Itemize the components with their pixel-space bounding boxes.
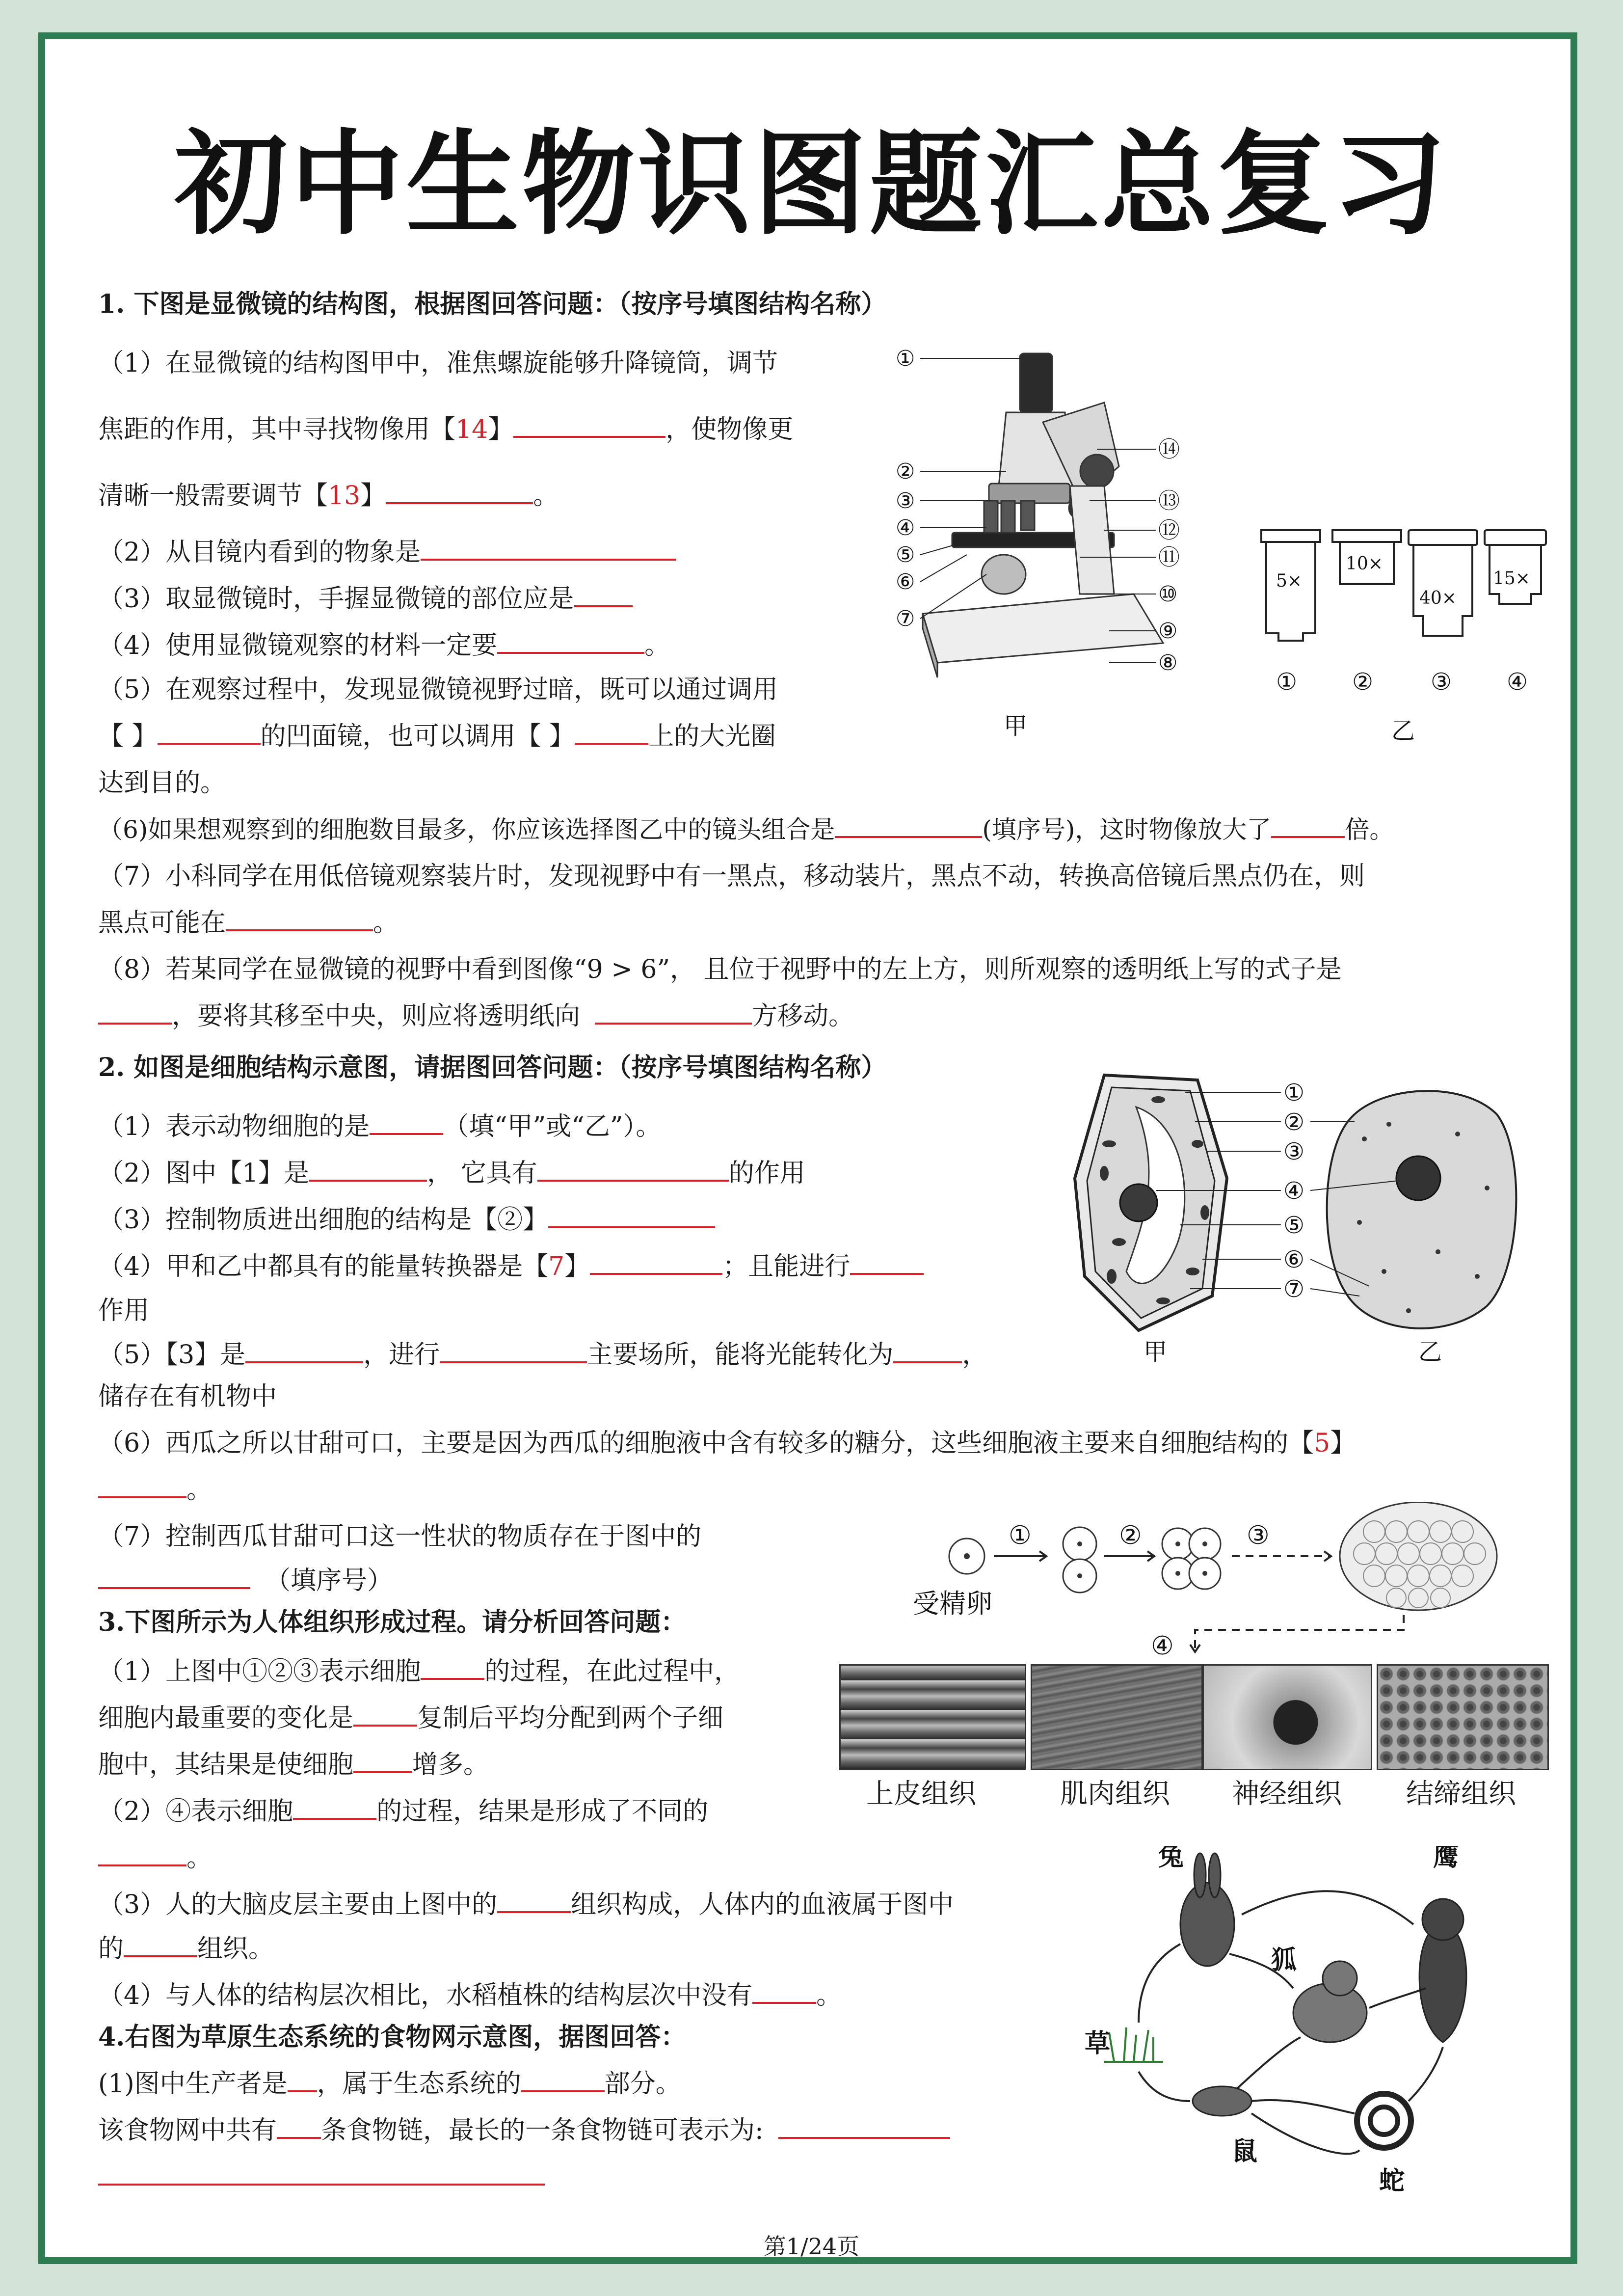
q2-s4: （4）甲和乙中都具有的能量转换器是【7】 ；且能进行 <box>98 1249 924 1284</box>
q1-s3: （3）取显微镜时，手握显微镜的部位应是 <box>98 582 633 616</box>
blank-fine-focus[interactable] <box>386 480 533 504</box>
lens-3-number: ③ <box>1431 668 1452 696</box>
q1-s1b: 焦距的作用，其中寻找物像用【14】 ，使物像更 <box>98 412 793 447</box>
blank-paper-text[interactable] <box>98 1000 172 1025</box>
blank-system-level[interactable] <box>752 1979 816 2004</box>
q3-s2: （2）④表示细胞 的过程，结果是形成了不同的 <box>98 1794 708 1829</box>
cell-label-3: ③ <box>1283 1138 1305 1165</box>
q2-s5b: 储存在有机物中 <box>98 1382 277 1411</box>
tissue-label-epithelial: 上皮组织 <box>866 1778 976 1810</box>
micro-label-5: ⑤ <box>896 542 915 567</box>
blank-chemical-energy[interactable] <box>893 1339 962 1363</box>
q1-s5b: 【 】 的凹面镜，也可以调用【 】 上的大光圈 <box>98 719 776 754</box>
blank-photosynthesis[interactable] <box>440 1339 587 1363</box>
page-footer: 第1/24页 <box>763 2233 860 2260</box>
blank-membrane[interactable] <box>548 1204 715 1228</box>
blank-biotic-part[interactable] <box>521 2068 605 2092</box>
q1-s5a: （5）在观察过程中，发现显微镜视野过暗，既可以通过调用 <box>98 675 778 704</box>
lens-figure <box>1242 520 1556 756</box>
cell-caption-yi: 乙 <box>1418 1338 1442 1366</box>
lens-3-mark: 40× <box>1419 588 1457 608</box>
microscope-figure <box>874 339 1188 756</box>
q3-s4: （4）与人体的结构层次相比，水稻植株的结构层次中没有 。 <box>98 1978 842 2013</box>
micro-label-12: ⑫ <box>1158 518 1180 543</box>
step-2: ② <box>1119 1521 1142 1550</box>
q4-s1: (1)图中生产者是 ，属于生态系统的 部分。 <box>98 2067 681 2101</box>
micro-label-14: ⑭ <box>1158 437 1180 462</box>
blank-dark-spot[interactable] <box>226 907 373 931</box>
blank-energy-converter[interactable] <box>590 1250 722 1275</box>
micro-label-10: ⑩ <box>1158 582 1178 607</box>
q1-s6: （6)如果想观察到的细胞数目最多，你应该选择图乙中的镜头组合是 (填序号)，这时物像放大了 倍。 <box>98 812 1394 847</box>
animal-snake: 蛇 <box>1379 2166 1405 2196</box>
division-figure <box>883 1502 1531 1669</box>
cell-figure <box>1065 1065 1556 1370</box>
q1-s5c: 达到目的。 <box>98 768 226 798</box>
micro-label-13: ⑬ <box>1158 488 1180 513</box>
blank-chain-count[interactable] <box>277 2114 321 2139</box>
lens-4-mark: 15× <box>1493 568 1530 589</box>
rabbit-drawing <box>1180 1883 1234 1966</box>
blank-structure-1-function[interactable] <box>537 1157 729 1182</box>
q2-s7: （7）控制西瓜甘甜可口这一性状的物质存在于图中的 <box>98 1522 702 1551</box>
micro-label-7: ⑦ <box>896 606 915 631</box>
blank-structure-3[interactable] <box>245 1339 363 1363</box>
micro-caption: 甲 <box>1004 712 1028 740</box>
lens-1-number: ① <box>1276 668 1298 696</box>
blank-respiration[interactable] <box>850 1250 924 1275</box>
tissue-label-connective: 结缔组织 <box>1406 1778 1516 1810</box>
q2-header: 2. 如图是细胞结构示意图，请据图回答问题：（按序号填图结构名称） <box>98 1053 887 1082</box>
cell-label-5: ⑤ <box>1283 1212 1305 1239</box>
blank-lens-combo[interactable] <box>835 813 982 838</box>
micro-label-6: ⑥ <box>896 569 915 594</box>
blank-diaphragm[interactable] <box>575 720 648 745</box>
animal-fox: 狐 <box>1271 1945 1297 1975</box>
lens-2-number: ② <box>1352 668 1374 696</box>
blank-image-type[interactable] <box>421 536 676 561</box>
q1-s8a: （8）若某同学在显微镜的视野中看到图像“9 > 6”， 且位于视野中的左上方，则所观察的透明纸上写的式子是 <box>98 955 1342 984</box>
blank-material[interactable] <box>497 629 644 654</box>
blank-hold-part[interactable] <box>574 583 633 607</box>
micro-label-4: ④ <box>896 515 915 540</box>
blank-structure-1[interactable] <box>309 1157 427 1182</box>
blank-coarse-focus[interactable] <box>513 413 665 438</box>
q3-s3: （3）人的大脑皮层主要由上图中的 组织构成，人体内的血液属于图中 <box>98 1888 954 1922</box>
animal-rabbit: 兔 <box>1158 1846 1184 1872</box>
blank-blood-tissue[interactable] <box>124 1933 197 1957</box>
blank-nucleus[interactable] <box>98 1565 250 1589</box>
blank-cell-number[interactable] <box>353 1749 412 1773</box>
step-1: ① <box>1009 1521 1032 1550</box>
q4-s2: 该食物网中共有 条食物链，最长的一条食物链可表示为: <box>98 2113 950 2148</box>
q2-s6b: 。 <box>98 1473 212 1507</box>
lens-caption: 乙 <box>1391 717 1415 745</box>
blank-tissues[interactable] <box>98 1842 186 1866</box>
cell-label-7: ⑦ <box>1283 1275 1305 1303</box>
q2-s2: （2）图中【1】是 ， 它具有 的作用 <box>98 1156 805 1190</box>
q2-s7b: （填序号） <box>98 1564 393 1598</box>
q1-s7b: 黑点可能在 。 <box>98 906 399 940</box>
q1-s2: （2）从目镜内看到的物象是 <box>98 535 676 569</box>
q4-s2b <box>98 2160 545 2194</box>
q3-header: 3.下图所示为人体组织形成过程。请分析回答问题： <box>98 1607 687 1637</box>
micro-label-11: ⑪ <box>1158 545 1180 570</box>
producer-grass: 草 <box>1085 2028 1111 2058</box>
tissue-label-muscle: 肌肉组织 <box>1060 1778 1170 1810</box>
lens-4-number: ④ <box>1507 668 1528 696</box>
q2-s3: （3）控制物质进出细胞的结构是【②】 <box>98 1203 715 1237</box>
nerve-tissue-image <box>1202 1664 1372 1770</box>
step-3: ③ <box>1247 1521 1270 1550</box>
lens-2-mark: 10× <box>1346 554 1383 574</box>
connective-tissue-image <box>1377 1664 1549 1770</box>
q3-s2b: 。 <box>98 1841 212 1875</box>
q2-s4b: 作用 <box>98 1296 150 1325</box>
blank-longest-chain[interactable] <box>778 2114 950 2139</box>
tissue-label-nerve: 神经组织 <box>1232 1778 1342 1810</box>
q1-s1c: 清晰一般需要调节【13】 。 <box>98 479 559 513</box>
egg-label: 受精卵 <box>913 1588 992 1619</box>
micro-label-8: ⑧ <box>1158 650 1178 675</box>
blank-chromosome[interactable] <box>353 1702 417 1727</box>
epithelial-tissue-image <box>839 1664 1026 1770</box>
q1-s4: （4）使用显微镜观察的材料一定要 。 <box>98 628 670 663</box>
cell-label-2: ② <box>1283 1108 1305 1136</box>
q3-s1c: 胞中，其结果是使细胞 增多。 <box>98 1748 489 1782</box>
page-title: 初中生物识图题汇总复习 <box>174 119 1449 250</box>
cell-label-6: ⑥ <box>1283 1246 1305 1273</box>
q3-s3b: 的 组织。 <box>98 1932 274 1966</box>
blank-division[interactable] <box>421 1655 484 1680</box>
step-4: ④ <box>1151 1631 1174 1661</box>
q3-s1b: 细胞内最重要的变化是 复制后平均分配到两个子细 <box>98 1701 723 1735</box>
cell-label-1: ① <box>1283 1079 1305 1107</box>
blank-differentiation[interactable] <box>293 1795 376 1820</box>
q1-s8b: ，要将其移至中央，则应将透明纸向 方移动。 <box>98 999 854 1033</box>
muscle-tissue-image <box>1031 1664 1203 1770</box>
micro-label-3: ③ <box>896 488 915 513</box>
blank-move-direction[interactable] <box>595 1000 752 1025</box>
micro-label-2: ② <box>896 459 915 484</box>
lens-1-mark: 5× <box>1276 571 1303 591</box>
q2-s6: （6）西瓜之所以甘甜可口，主要是因为西瓜的细胞液中含有较多的糖分，这些细胞液主要来自细胞结构的【5】 <box>98 1429 1356 1458</box>
blank-mirror[interactable] <box>158 720 261 745</box>
blank-brain-tissue[interactable] <box>497 1889 571 1913</box>
q1-s1a: （1）在显微镜的结构图甲中，准焦螺旋能够升降镜筒，调节 <box>98 349 778 378</box>
food-web-figure <box>1075 1846 1546 2219</box>
q1-header: 1. 下图是显微镜的结构图，根据图回答问题：（按序号填图结构名称） <box>98 289 887 319</box>
q4-header: 4.右图为草原生态系统的食物网示意图，据图回答： <box>98 2022 687 2052</box>
animal-eagle: 鹰 <box>1433 1846 1459 1872</box>
q2-s1: （1）表示动物细胞的是 （填“甲”或“乙”）。 <box>98 1109 661 1144</box>
micro-label-9: ⑨ <box>1158 619 1178 644</box>
cell-label-4: ④ <box>1283 1177 1305 1205</box>
blank-animal-cell[interactable] <box>370 1110 443 1135</box>
animal-mouse: 鼠 <box>1232 2136 1258 2166</box>
cell-caption-jia: 甲 <box>1144 1338 1168 1366</box>
q2-s5: （5）【3】是 ，进行 主要场所，能将光能转化为 ， <box>98 1338 987 1372</box>
q1-s7a: （7）小科同学在用低倍镜观察装片时，发现视野中有一黑点，移动装片，黑点不动，转换高倍镜后黑点仍在，则 <box>98 862 1365 891</box>
blank-longest-chain-cont[interactable] <box>98 2161 545 2186</box>
blank-producer[interactable] <box>288 2068 317 2092</box>
blank-vacuole[interactable] <box>98 1474 186 1498</box>
blank-magnification[interactable] <box>1271 813 1345 838</box>
q3-s1a: （1）上图中①②③表示细胞 的过程，在此过程中， <box>98 1654 740 1689</box>
micro-label-1: ① <box>896 346 915 371</box>
